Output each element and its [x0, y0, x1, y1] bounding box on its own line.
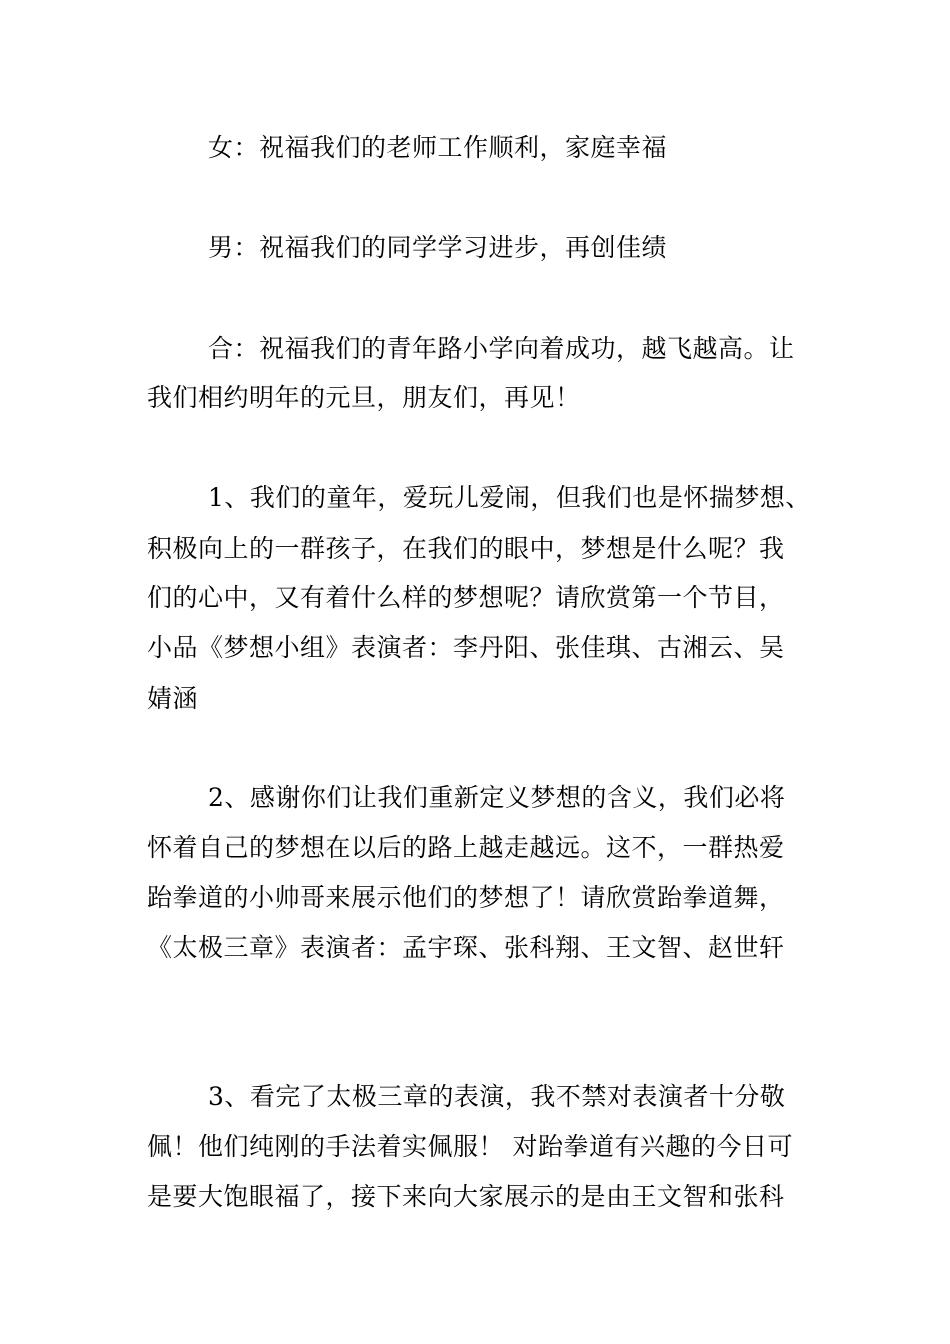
text-line: 3、看完了太极三章的表演，我不禁对表演者十分敬 — [208, 1082, 786, 1111]
text-line: 婧涵 — [147, 684, 199, 713]
text-line: 合：祝福我们的青年路小学向着成功，越飞越高。让 — [208, 334, 795, 363]
text-line: 跆拳道的小帅哥来展示他们的梦想了！请欣赏跆拳道舞， — [147, 883, 785, 912]
text-line: 积极向上的一群孩子，在我们的眼中，梦想是什么呢？我 — [147, 534, 785, 563]
text-line: 男：祝福我们的同学学习进步，再创佳绩 — [208, 233, 668, 262]
text-line: 小品《梦想小组》表演者：李丹阳、张佳琪、古湘云、吴 — [147, 633, 785, 662]
text-line: 怀着自己的梦想在以后的路上越走越远。这不，一群热爱 — [147, 833, 785, 862]
text-line: 们的心中，又有着什么样的梦想呢？请欣赏第一个节目， — [147, 583, 785, 612]
text-line: 《太极三章》表演者：孟宇琛、张科翔、王文智、赵世轩 — [147, 933, 785, 962]
text-line: 佩！他们纯刚的手法着实佩服！ 对跆拳道有兴趣的今日可 — [147, 1132, 793, 1161]
text-line: 是要大饱眼福了，接下来向大家展示的是由王文智和张科 — [147, 1182, 785, 1211]
text-line: 1、我们的童年，爱玩儿爱闹，但我们也是怀揣梦想、 — [208, 483, 811, 512]
text-line: 2、感谢你们让我们重新定义梦想的含义，我们必将 — [208, 783, 786, 812]
text-line: 女：祝福我们的老师工作顺利，家庭幸福 — [208, 133, 668, 162]
text-line: 我们相约明年的元旦，朋友们，再见！ — [147, 383, 581, 412]
